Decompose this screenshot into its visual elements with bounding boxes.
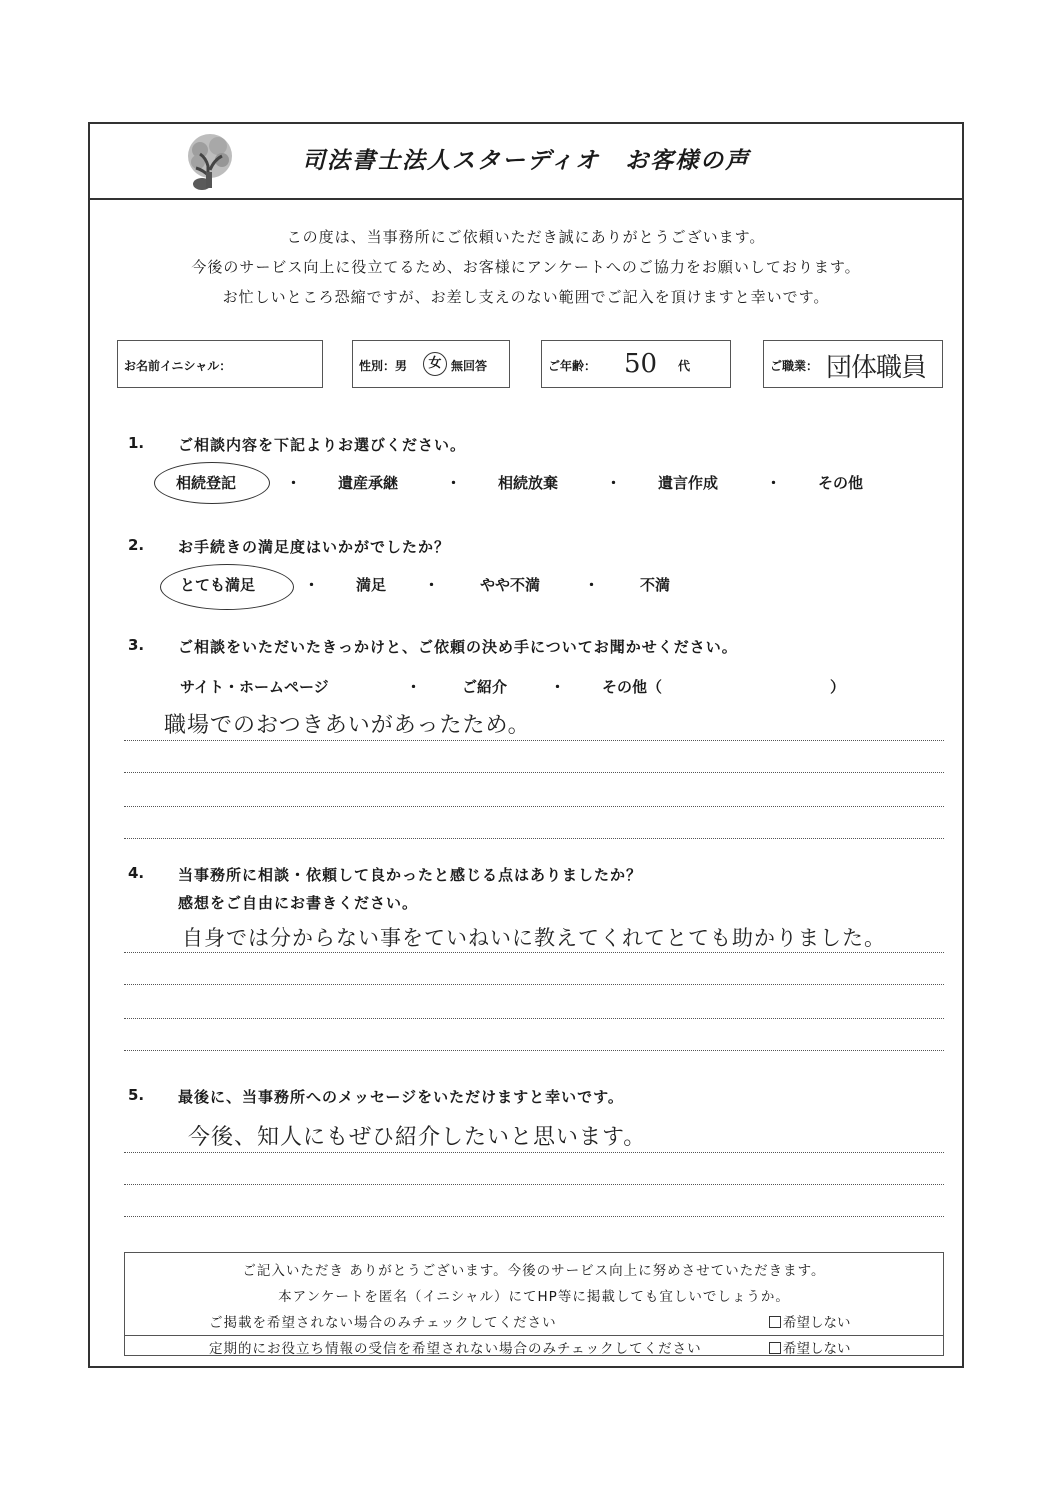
q4-question: 当事務所に相談・依頼して良かったと感じる点はありましたか？ [178,866,643,884]
q4-answer[interactable]: 自身では分からない事をていねいに教えてくれてとても助かりました。 [182,926,886,950]
q3-option-close: ） [830,678,846,696]
footer-line: ご掲載を希望されない場合のみチェックしてください [209,1315,557,1331]
answer-line [124,1050,944,1051]
header [90,124,962,200]
footer-line: ご記入いただき ありがとうございます。今後のサービス向上に努めさせていただきます。 [242,1263,826,1279]
q1-number: 1. [128,434,145,452]
answer-line [124,1184,944,1185]
intro-line: お忙しいところ恐縮ですが、お差し支えのない範囲でご記入を頂けますと幸いです。 [222,288,830,306]
initial-label: お名前イニシャル： [124,359,232,373]
gender-field[interactable] [352,340,510,388]
q4-number: 4. [128,864,145,882]
q3-option[interactable]: その他（ [602,678,663,696]
answer-line [124,1152,944,1153]
age-label: ご年齢： [548,359,597,373]
footer-divider [125,1335,943,1336]
footer-line: 本アンケートを匿名（イニシャル）にてHP等に掲載しても宜しいでしょうか。 [278,1289,790,1305]
intro-text [90,222,962,312]
q1-option[interactable]: 相続登記 [176,474,237,492]
separator-dot: ・ [584,576,600,594]
publish-optout-checkbox[interactable] [769,1311,851,1331]
gender-label: 性別：男 [359,359,408,373]
q4-subtext: 感想をご自由にお書きください。 [178,894,419,912]
checkbox-label: 希望しない [783,1341,851,1357]
q3-option[interactable]: ご紹介 [462,678,508,696]
footer-box [124,1252,944,1356]
answer-line [124,772,944,773]
checkbox-icon [769,1316,781,1328]
q2-option[interactable]: とても満足 [180,576,256,594]
age-unit: 代 [678,359,691,373]
q3-answer[interactable]: 職場でのおつきあいがあったため。 [164,713,531,738]
q3-option[interactable]: サイト・ホームページ [180,678,329,696]
separator-dot: ・ [550,678,566,696]
initial-field[interactable] [117,340,323,388]
q1-option[interactable]: その他 [818,474,864,492]
checkbox-label: 希望しない [783,1315,851,1331]
page-title: 司法書士法人スターディオ お客様の声 [302,148,751,174]
answer-line [124,984,944,985]
q2-option[interactable]: 満足 [356,576,387,594]
q3-question: ご相談をいただいたきっかけと、ご依頼の決め手についてお聞かせください。 [178,638,738,656]
separator-dot: ・ [424,576,440,594]
q5-number: 5. [128,1086,145,1104]
q2-option[interactable]: やや不満 [480,576,541,594]
survey-sheet [88,122,964,1368]
q2-number: 2. [128,536,145,554]
answer-line [124,1018,944,1019]
separator-dot: ・ [286,474,302,492]
intro-line: この度は、当事務所にご依頼いただき誠にありがとうございます。 [286,228,766,246]
q2-question: お手続きの満足度はいかがでしたか？ [178,538,451,556]
answer-line [124,740,944,741]
q2-option[interactable]: 不満 [640,576,671,594]
q3-number: 3. [128,636,145,654]
answer-line [124,838,944,839]
checkbox-icon [769,1342,781,1354]
job-label: ご職業： [770,359,819,373]
q1-option[interactable]: 遺言作成 [658,474,719,492]
separator-dot: ・ [606,474,622,492]
intro-line: 今後のサービス向上に役立てるため、お客様にアンケートへのご協力をお願いしております。 [191,258,861,276]
q5-answer[interactable]: 今後、知人にもぜひ紹介したいと思います。 [188,1125,647,1150]
newsletter-optout-checkbox[interactable] [769,1337,851,1357]
q1-option[interactable]: 相続放棄 [498,474,559,492]
answer-line [124,1216,944,1217]
separator-dot: ・ [446,474,462,492]
answer-line [124,952,944,953]
separator-dot: ・ [766,474,782,492]
job-field[interactable] [763,340,943,388]
tree-logo-icon [178,130,242,194]
answer-line [124,806,944,807]
separator-dot: ・ [406,678,422,696]
gender-none: 無回答 [451,359,488,373]
job-value: 団体職員 [826,353,927,383]
age-field[interactable] [541,340,731,388]
footer-line: 定期的にお役立ち情報の受信を希望されない場合のみチェックしてください [209,1341,702,1357]
q1-question: ご相談内容を下記よりお選びください。 [178,436,467,454]
q5-question: 最後に、当事務所へのメッセージをいただけますと幸いです。 [178,1088,624,1106]
q1-option[interactable]: 遺産承継 [338,474,399,492]
separator-dot: ・ [304,576,320,594]
gender-selected: 女 [423,352,447,376]
age-value: 50 [624,349,658,379]
